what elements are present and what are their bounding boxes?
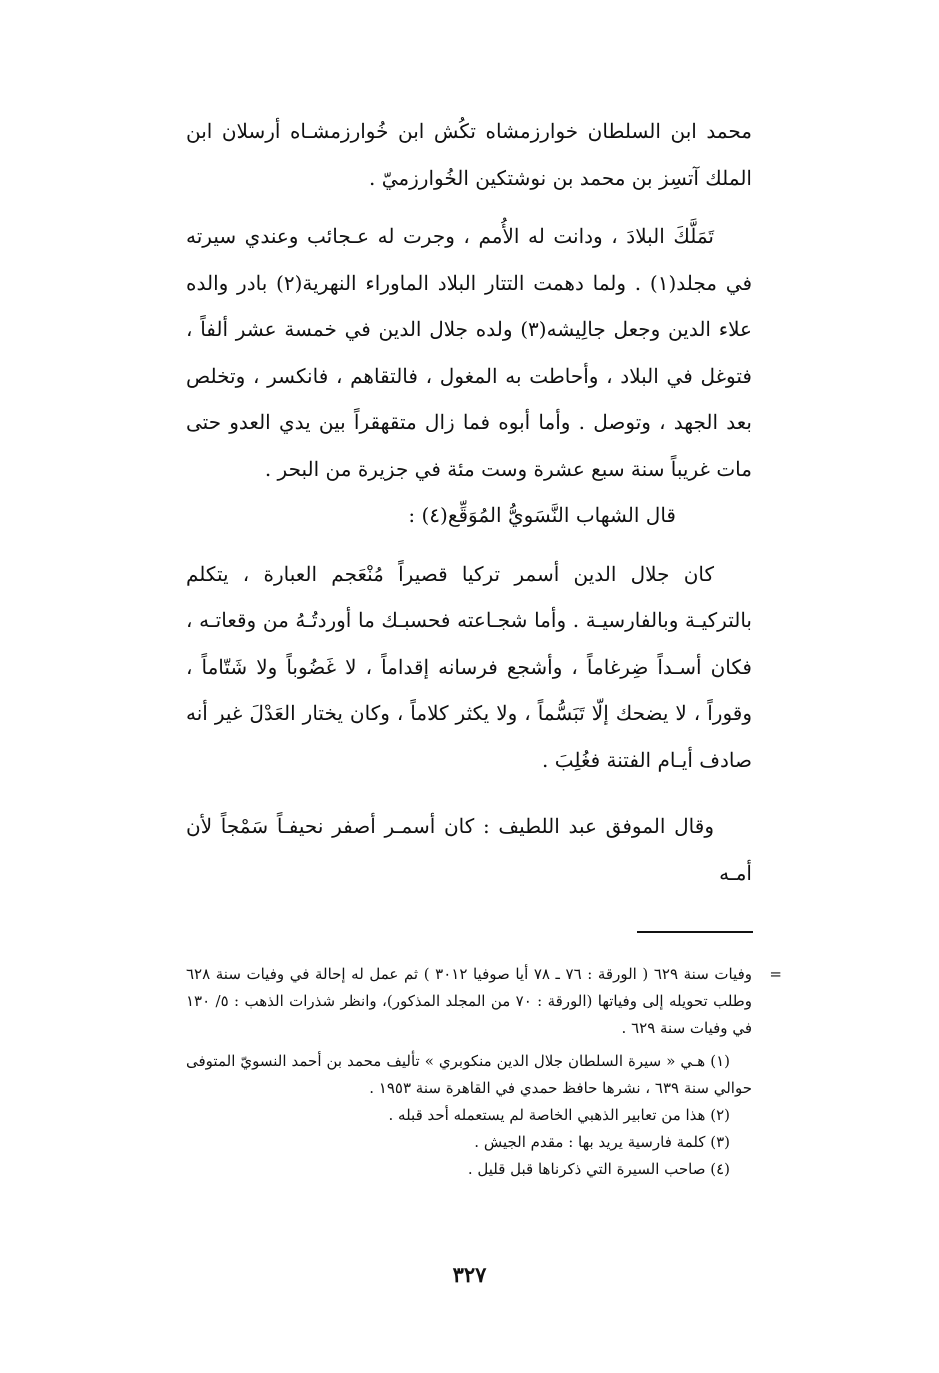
paragraph-reign: تَمَلَّكَ البلادَ ، ودانت له الأُمم ، وجرت له عـجائب وعندي سيرته في مجلد(١) . ولما دهمت التتار البلاد الماوراء النهرية(٢) بادر والده علاء الدين وجعل جالِيشه(٣) ولده جلال الدين في خمسة عشر ألفاً ، فتوغل في البلاد ، وأحاطت به المغول ، فالتقاهم ، فانكسر ، وتخلص بعد الجهد ، وتوصل . وأما أبوه فما زال متقهقراً بين يدي العدو حتى مات غريباً سنة سبع عشرة وست مئة في جزيرة من البحر . <box>186 224 752 481</box>
footnote-1: (١) هـي « سيرة السلطان جلال الدين منكوبري » تأليف محمد بن أحمد النسويّ المتوفى حوالي سنة ٦٣٩ ، نشرها حافظ حمدي في القاهرة سنة ١٩٥٣ . <box>186 1052 752 1097</box>
main-text <box>186 108 752 896</box>
continuation-mark: = <box>769 965 782 983</box>
paragraph-description: كان جلال الدين أسمر تركيا قصيراً مُنْعَجم العبارة ، يتكلم بالتركيـة وبالفارسيـة . وأما شجـاعته فحسبـك ما أوردتُـهُ من وقعاتـه ، فكان أسـداً ضِرغاماً ، وأشجع فرسانه إقداماً ، لا غَضُوباً ولا شَتّاماً ، وقوراً ، لا يضحك إلّا تَبَسُّماً ، ولا يكثر كلاماً ، وكان يختار العَدْلَ غير أنه صادف أيـام الفتنة فغُلِبَ . <box>186 561 752 772</box>
paragraph-lineage: محمد ابن السلطان خوارزمشاه تكُش ابن خُوارزمشـاه أرسلان ابن الملك آتسِز بن محمد بن نوشتكين الخُوارزميّ . <box>186 119 752 190</box>
footnotes <box>186 961 782 1183</box>
footnote-3: (٣) كلمة فارسية يريد بها : مقدم الجيش . <box>474 1133 730 1151</box>
page-number: ٣٢٧ <box>452 1262 487 1287</box>
footnote-separator <box>637 931 753 933</box>
paragraph-quote-heading: قال الشهاب النَّسَويُّ المُوَقِّع(٤) : <box>408 503 676 527</box>
footnote-continuation <box>186 961 782 1042</box>
footnote-4: (٤) صاحب السيرة التي ذكرناها قبل قليل . <box>467 1160 730 1178</box>
paragraph-muwaffaq: وقال الموفق عبد اللطيف : كان أسمـر أصفر نحيفـاً سَمْجاً لأن أمـه <box>186 814 752 885</box>
footnote-continuation-text: وفيات سنة ٦٢٩ ( الورقة : ٧٦ ـ ٧٨ أيا صوفيا ٣٠١٢ ) ثم عمل له إحالة في وفيات سنة ٦٢٨ وطلب تحويله إلى وفياتها (الورقة : ٧٠ من المجلد المذكور)، وانظر شذرات الذهب : ٥/ ١٣٠ في وفيات سنة ٦٢٩ . <box>186 965 752 1037</box>
footnote-2: (٢) هذا من تعابير الذهبي الخاصة لم يستعمله أحد قبله . <box>388 1106 730 1124</box>
